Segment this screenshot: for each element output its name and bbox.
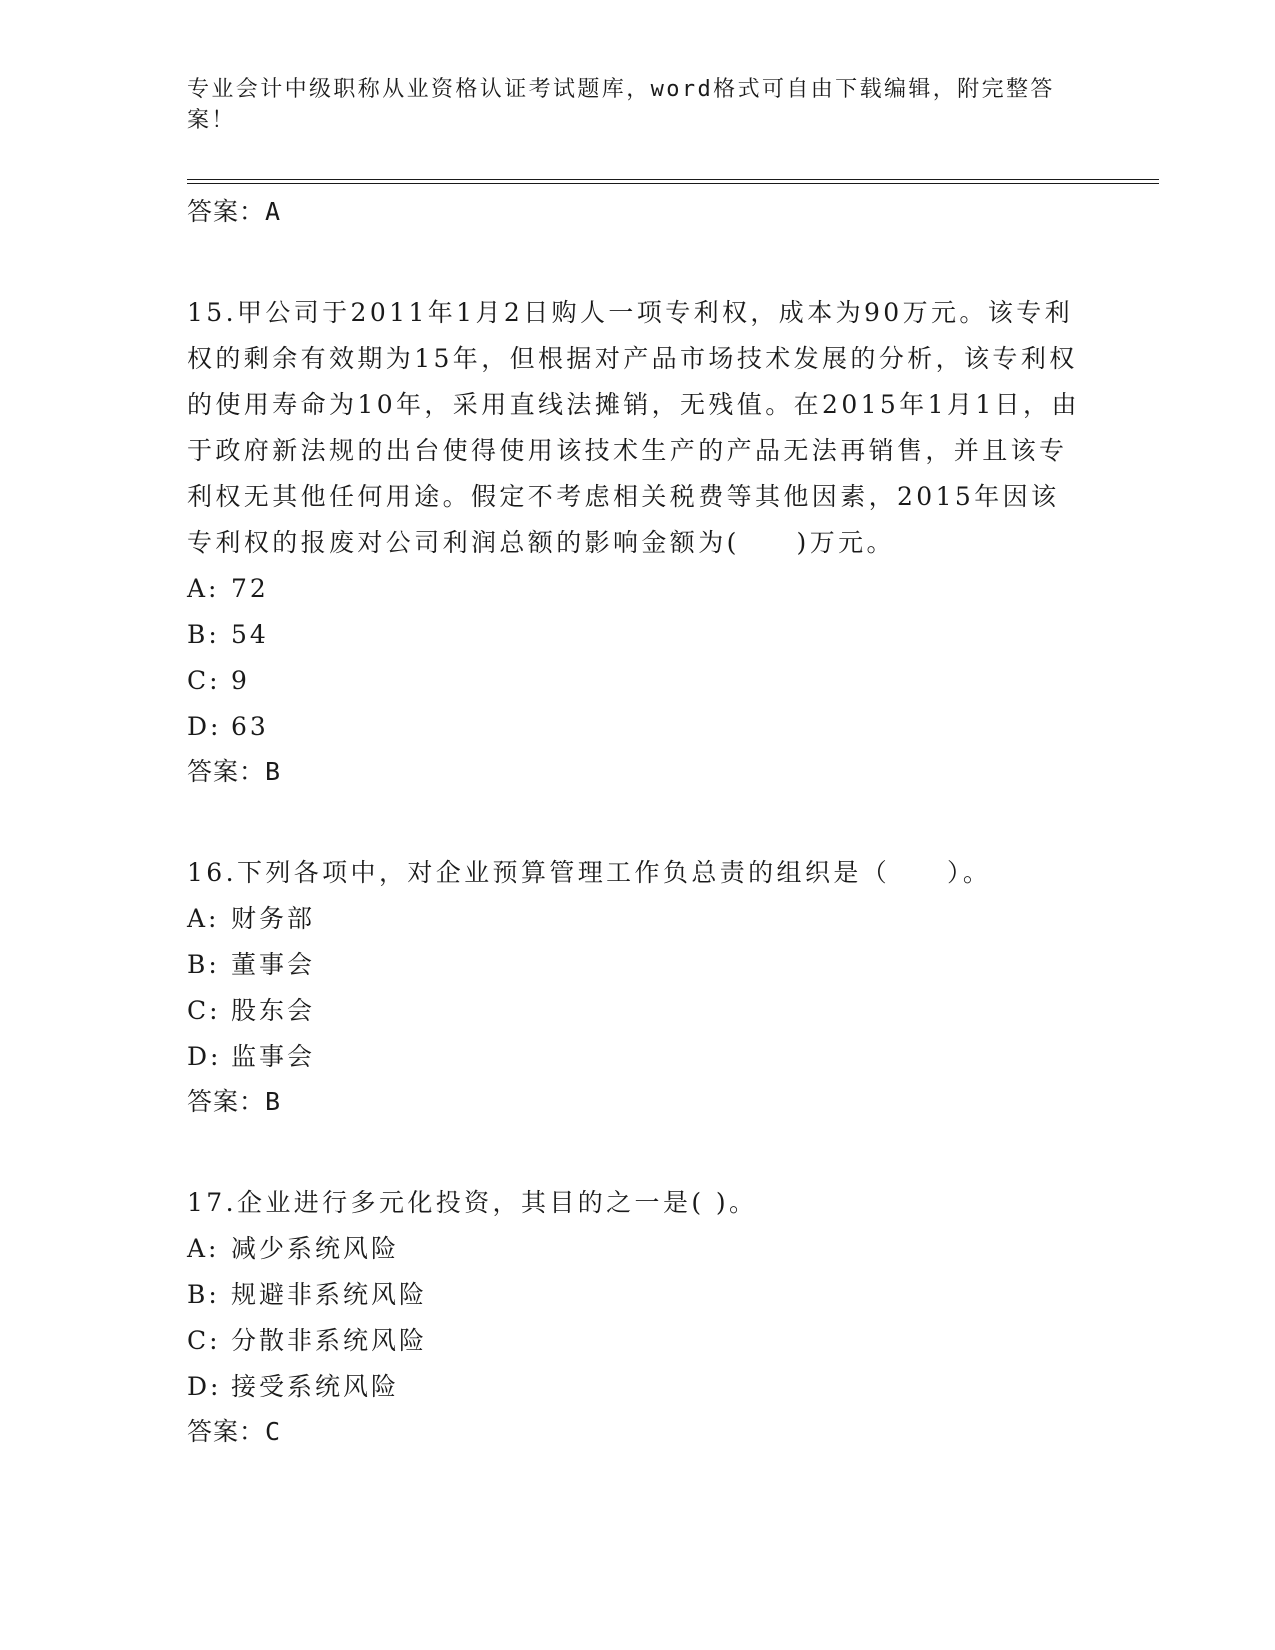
option-text: 董事会 [231, 950, 316, 979]
option-text: 规避非系统风险 [231, 1280, 428, 1309]
page-header: 专业会计中级职称从业资格认证考试题库，word格式可自由下载编辑，附完整答案！ [187, 77, 1055, 133]
option-text: 财务部 [231, 904, 316, 933]
option-letter: C: [187, 996, 221, 1025]
option-text: 减少系统风险 [231, 1234, 400, 1263]
question-stem: 16.下列各项中，对企业预算管理工作负总责的组织是（ ）。 [187, 858, 992, 887]
option-d [187, 1034, 1087, 1080]
option-letter: A: [187, 904, 220, 933]
option-text: 股东会 [231, 996, 316, 1025]
option-a [187, 896, 1087, 942]
option-a [187, 566, 1087, 612]
option-b [187, 1272, 1087, 1318]
option-d [187, 704, 1087, 750]
header-divider-double [187, 183, 1159, 184]
option-text: 72 [231, 574, 269, 603]
option-letter: A: [187, 574, 220, 603]
option-text: 54 [231, 620, 269, 649]
option-c [187, 988, 1087, 1034]
question-stem: 17.企业进行多元化投资，其目的之一是( )。 [187, 1188, 758, 1217]
question-stem: 15.甲公司于2011年1月2日购人一项专利权，成本为90万元。该专利权的剩余有效期为15年，但根据对产品市场技术发展的分析，该专利权的使用寿命为10年，采用直线法摊销，无残值。在2015年1月1日，由于政府新法规的出台使得使用该技术生产的产品无法再销售，并且该专利权无其他任何用途。假定不考虑相关税费等其他因素，2015年因该专利权的报废对公司利润总额的影响金额为( )万元。 [187, 298, 1080, 557]
option-letter: D: [187, 1372, 222, 1401]
option-text: 63 [231, 712, 269, 741]
option-letter: B: [187, 1280, 220, 1309]
option-b [187, 942, 1087, 988]
option-c [187, 1318, 1087, 1364]
option-letter: D: [187, 712, 222, 741]
option-letter: C: [187, 1326, 221, 1355]
option-letter: B: [187, 950, 220, 979]
answer-line: 答案：C [187, 1417, 282, 1446]
answer-line: 答案：B [187, 1087, 282, 1116]
question-list [187, 190, 1087, 1454]
previous-answer: 答案：A [187, 197, 282, 226]
question-15 [187, 290, 1087, 794]
option-letter: D: [187, 1042, 222, 1071]
option-letter: A: [187, 1234, 220, 1263]
option-text: 9 [231, 666, 250, 695]
question-17 [187, 1180, 1087, 1454]
option-a [187, 1226, 1087, 1272]
option-b [187, 612, 1087, 658]
option-letter: B: [187, 620, 220, 649]
option-letter: C: [187, 666, 221, 695]
header-divider [187, 179, 1159, 180]
option-d [187, 1364, 1087, 1410]
answer-line: 答案：B [187, 757, 282, 786]
option-c [187, 658, 1087, 704]
question-16 [187, 850, 1087, 1124]
option-text: 监事会 [231, 1042, 316, 1071]
option-text: 分散非系统风险 [231, 1326, 428, 1355]
option-text: 接受系统风险 [231, 1372, 400, 1401]
